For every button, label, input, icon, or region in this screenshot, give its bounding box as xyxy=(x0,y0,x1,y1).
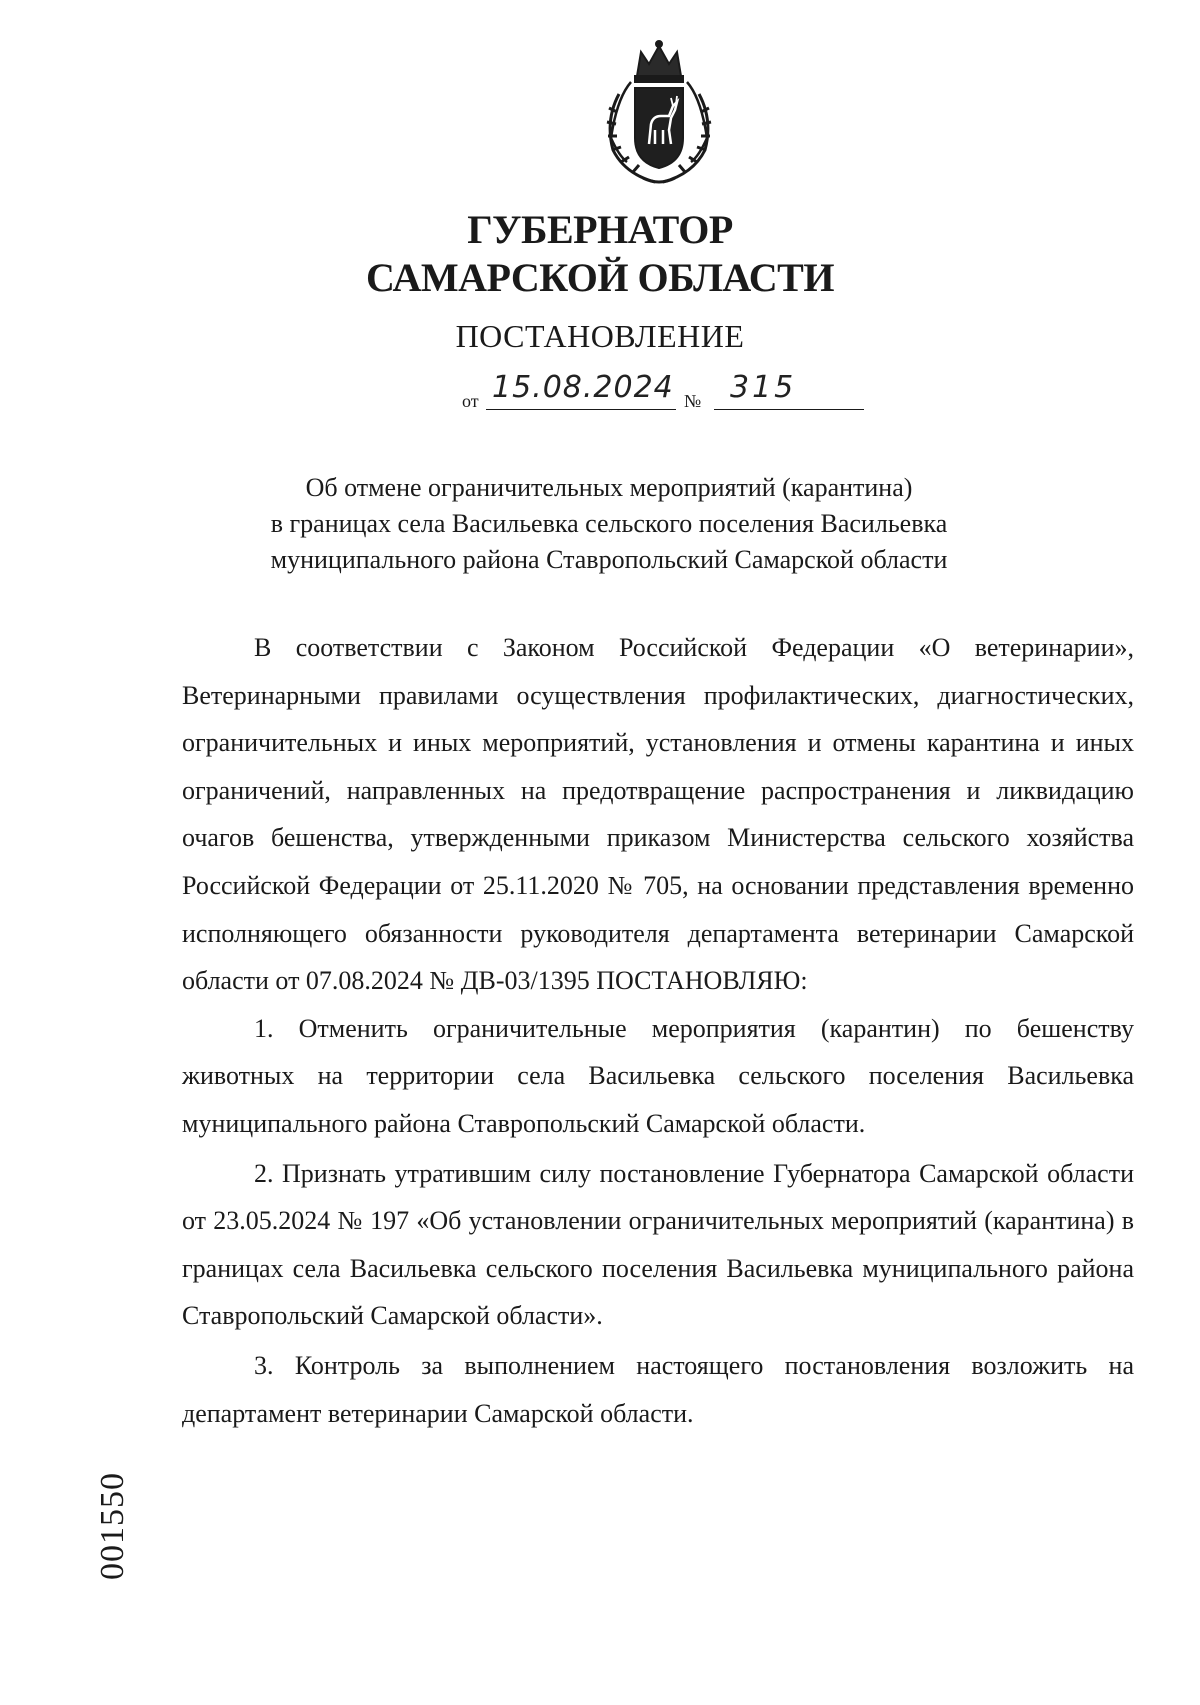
number-sign: № xyxy=(684,391,702,411)
number-underline xyxy=(714,409,864,410)
subject-line: Об отмене ограничительных мероприятий (карантина) xyxy=(305,473,913,502)
date-prefix: от xyxy=(462,391,479,411)
document-body xyxy=(182,624,1134,1439)
resolution-item-2: 2. Признать утратившим силу постановление Губернатора Самарской области от 23.05.2024 № 197 «Об установлении ограничительных мероприятий (карантина) в границах села Васильевка сельского поселения Васильевка муниципального района Ставропольский Самарской области». xyxy=(182,1158,1134,1331)
authority-title-line-1: ГУБЕРНАТОР xyxy=(467,207,733,252)
document-subject xyxy=(0,470,1200,578)
resolution-item-3: 3. Контроль за выполнением настоящего постановления возложить на департамент ветеринарии Самарской области. xyxy=(182,1350,1134,1428)
subject-line: в границах села Васильевка сельского поселения Васильевка xyxy=(270,509,948,538)
handwritten-number: 315 xyxy=(730,370,797,405)
subject-line: муниципального района Ставропольский Самарской области xyxy=(270,545,948,574)
handwritten-date: 15.08.2024 xyxy=(492,370,674,405)
margin-registration-number: 001550 xyxy=(94,1472,131,1580)
preamble-paragraph: В соответствии с Законом Российской Федерации «О ветеринарии», Ветеринарными правилами осуществления профилактических, диагностических, ограничительных и иных мероприятий, установления и отмены карантина и иных ограничений, направленных на предотвращение распространения и ликвидацию очагов бешенства, утвержденными приказом Министерства сельского хозяйства Российской Федерации от 25.11.2020 № 705, на основании представления временно исполняющего обязанности руководителя департамента ветеринарии Самарской области от 07.08.2024 № ДВ-03/1395 ПОСТАНОВЛЯЮ: xyxy=(182,633,1134,996)
resolution-item-1: 1. Отменить ограничительные мероприятия (карантин) по бешенству животных на территории села Васильевка сельского поселения Васильевка муниципального района Ставропольский Самарской области. xyxy=(182,1013,1134,1138)
document-kind: ПОСТАНОВЛЕНИЕ xyxy=(455,318,745,354)
date-underline xyxy=(486,409,676,410)
date-number-line xyxy=(462,370,862,416)
samara-coat-of-arms-emblem xyxy=(597,38,721,188)
authority-title-line-2: САМАРСКОЙ ОБЛАСТИ xyxy=(366,255,834,300)
